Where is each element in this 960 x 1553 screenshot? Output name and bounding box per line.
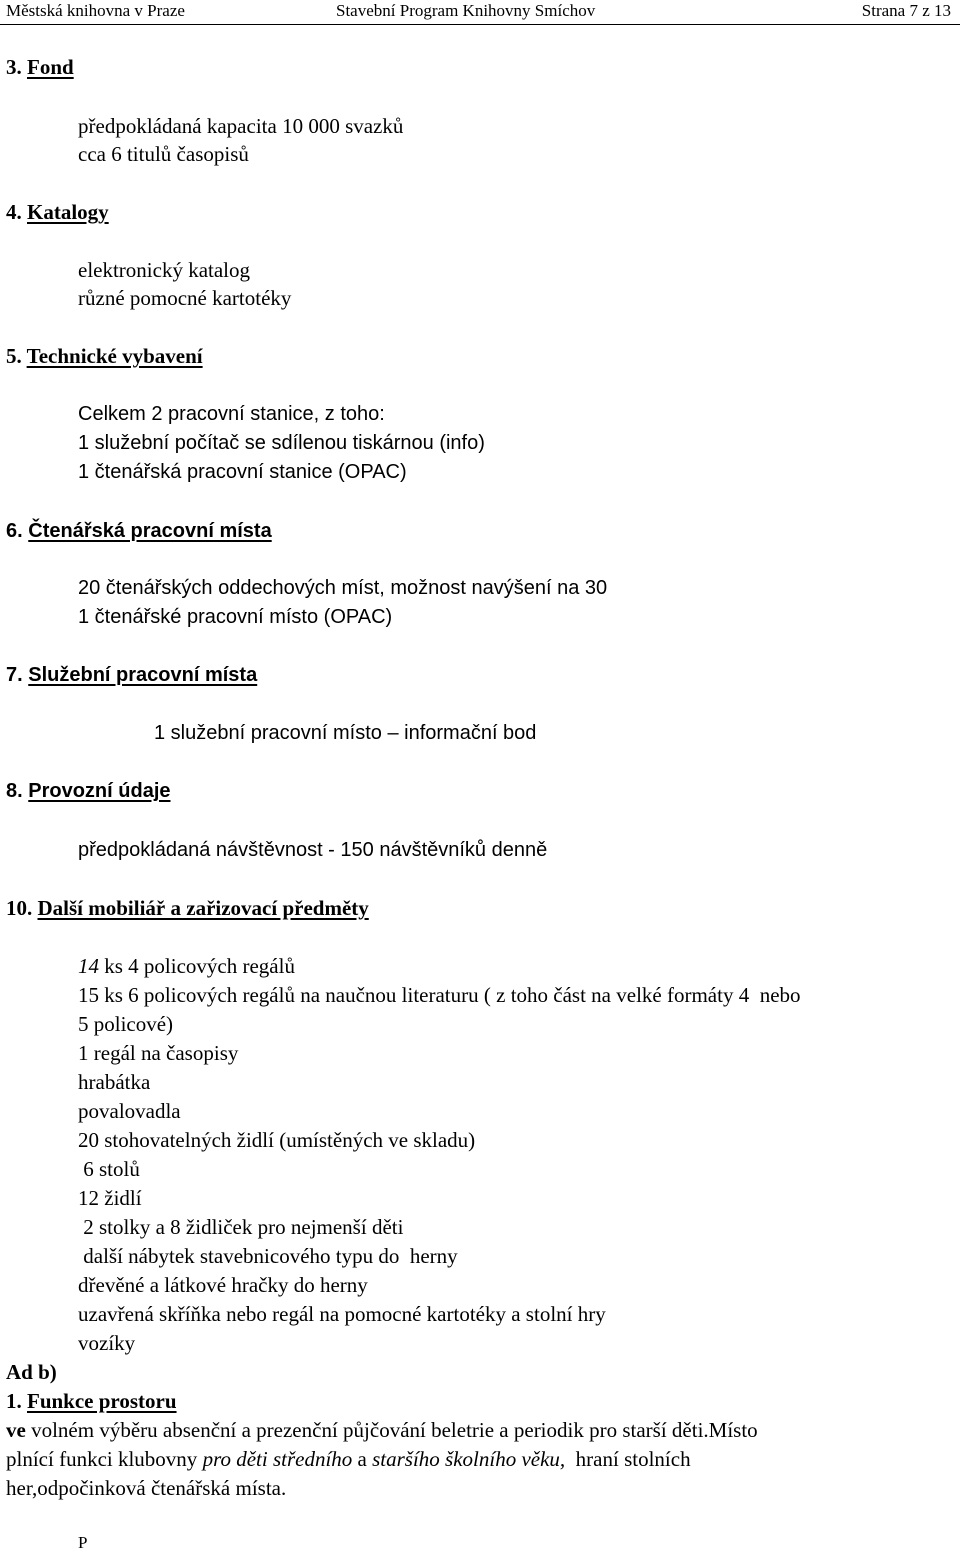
body-line: 1 služební počítač se sdílenou tiskárnou (info) xyxy=(78,432,485,454)
body-line: 5 policové) xyxy=(78,1012,174,1036)
body-line: 20 čtenářských oddechových míst, možnost navýšení na 30 xyxy=(78,577,608,599)
header-library-name: Městská knihovna v Praze xyxy=(6,1,185,20)
body-line: uzavřená skříňka nebo regál na pomocné kartotéky a stolní hry xyxy=(78,1302,606,1326)
body-line: 6 stolů xyxy=(78,1157,140,1181)
line-text: volném výběru absenční a prezenční půjčování beletrie a periodik pro starší děti.Místo xyxy=(25,1418,758,1442)
section-heading-fond xyxy=(6,53,74,82)
quantity-italic: 14 xyxy=(78,954,99,978)
section-number: 1. xyxy=(6,1389,22,1413)
body-line: předpokládaná kapacita 10 000 svazků xyxy=(78,114,404,138)
section-title: Technické vybavení xyxy=(26,344,203,368)
body-line: 1 regál na časopisy xyxy=(78,1041,239,1065)
header-divider xyxy=(0,24,960,25)
body-line: 1 čtenářské pracovní místo (OPAC) xyxy=(78,606,393,628)
section-number: 5. xyxy=(6,344,22,368)
section-number: 8. xyxy=(6,780,23,802)
section-number: 10. xyxy=(6,896,33,920)
section-title: Provozní údaje xyxy=(28,780,171,802)
line-text: plnící funkci klubovny xyxy=(6,1447,203,1471)
line-text: a xyxy=(352,1447,373,1471)
section-heading-provozni-udaje xyxy=(6,777,171,806)
italic-text: pro děti středního xyxy=(202,1447,353,1471)
section-number: 3. xyxy=(6,55,22,79)
header-document-title: Stavební Program Knihovny Smíchov xyxy=(336,1,596,20)
section-title: Funkce prostoru xyxy=(27,1389,177,1413)
section-number: 6. xyxy=(6,520,23,542)
line-text: hraní stolních xyxy=(565,1447,691,1471)
section-heading-funkce-prostoru xyxy=(6,1387,177,1416)
body-line: hrabátka xyxy=(78,1070,151,1094)
paragraph-line xyxy=(6,1416,758,1445)
paragraph-line xyxy=(6,1445,691,1474)
paragraph-line: her,odpočinková čtenářská místa. xyxy=(6,1476,287,1500)
body-line: vozíky xyxy=(78,1331,136,1355)
section-title: Fond xyxy=(27,55,74,79)
section-number: 4. xyxy=(6,200,22,224)
body-line: 1 služební pracovní místo – informační bod xyxy=(154,722,537,744)
section-title: Katalogy xyxy=(27,200,109,224)
section-heading-ctenarska-mista xyxy=(6,517,272,546)
body-line: cca 6 titulů časopisů xyxy=(78,142,249,166)
section-number: 7. xyxy=(6,664,23,686)
body-line: 2 stolky a 8 židliček pro nejmenší děti xyxy=(78,1215,404,1239)
body-line: předpokládaná návštěvnost - 150 návštěvníků denně xyxy=(78,839,548,861)
section-title: Čtenářská pracovní místa xyxy=(28,520,272,542)
italic-text: staršího školního věku, xyxy=(372,1447,566,1471)
body-line: povalovadla xyxy=(78,1099,181,1123)
section-heading-dalsi-mobiliar xyxy=(6,894,369,923)
section-heading-katalogy xyxy=(6,198,109,227)
line-text: ks 4 policových regálů xyxy=(99,954,295,978)
header-page-number: Strana 7 z 13 xyxy=(861,1,951,20)
body-line: Celkem 2 pracovní stanice, z toho: xyxy=(78,403,385,425)
body-line: dřevěné a látkové hračky do herny xyxy=(78,1273,368,1297)
page-header xyxy=(0,0,960,24)
body-line: různé pomocné kartotéky xyxy=(78,286,292,310)
section-title: Další mobiliář a zařizovací předměty xyxy=(37,896,369,920)
body-line: 1 čtenářská pracovní stanice (OPAC) xyxy=(78,461,407,483)
body-line: 12 židlí xyxy=(78,1186,142,1210)
footer-text: P xyxy=(78,1533,88,1552)
body-line xyxy=(78,952,295,981)
section-heading-sluzebni-mista xyxy=(6,661,257,690)
ad-b-label: Ad b) xyxy=(6,1360,57,1384)
body-line: další nábytek stavebnicového typu do herny xyxy=(78,1244,458,1268)
body-line: 15 ks 6 policových regálů na naučnou literaturu ( z toho část na velké formáty 4 nebo xyxy=(78,983,801,1007)
body-line: 20 stohovatelných židlí (umístěných ve skladu) xyxy=(78,1128,476,1152)
body-line: elektronický katalog xyxy=(78,258,251,282)
bold-lead-word: ve xyxy=(6,1418,26,1442)
section-title: Služební pracovní místa xyxy=(28,664,258,686)
section-heading-technicke-vybaveni xyxy=(6,342,203,371)
